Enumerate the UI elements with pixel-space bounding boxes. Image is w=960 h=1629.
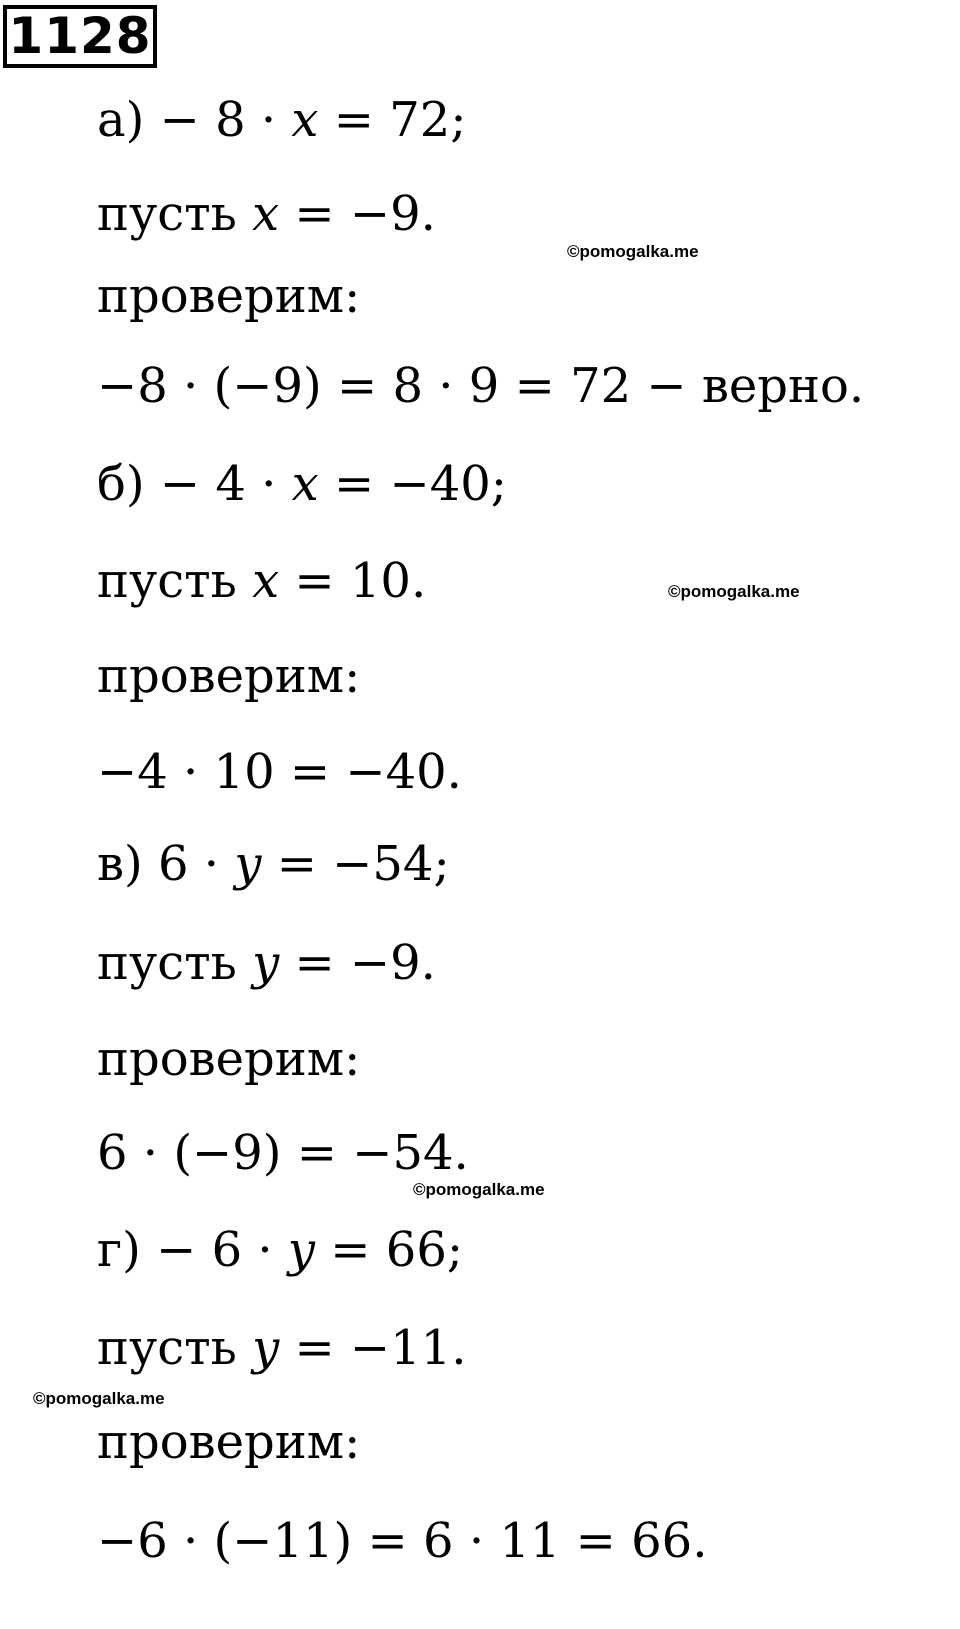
watermark: ©pomogalka.me [668,582,800,601]
part-d-equation: г) − 6 · 𝑦 = 66; [97,1222,464,1278]
part-b-check: −4 · 10 = −40. [97,744,462,800]
part-b-check-label: проверим: [97,648,361,704]
part-b-equation: б) − 4 · 𝑥 = −40; [97,456,507,512]
watermark: ©pomogalka.me [567,242,699,261]
part-c-check-label: проверим: [97,1031,361,1087]
watermark: ©pomogalka.me [33,1389,165,1408]
part-d-assumption: пусть 𝑦 = −11. [97,1320,467,1376]
part-d-check-label: проверим: [97,1414,361,1470]
part-c-check: 6 · (−9) = −54. [97,1125,469,1181]
part-a-check: −8 · (−9) = 8 · 9 = 72 − верно. [97,358,865,414]
part-a-assumption: пусть 𝑥 = −9. [97,186,436,242]
watermark: ©pomogalka.me [413,1180,545,1199]
part-a-equation: а) − 8 · 𝑥 = 72; [97,92,467,148]
part-b-assumption: пусть 𝑥 = 10. [97,553,427,609]
part-a-check-label: проверим: [97,268,361,324]
part-c-equation: в) 6 · 𝑦 = −54; [97,836,450,892]
problem-number-box: 1128 [3,5,157,68]
part-d-check: −6 · (−11) = 6 · 11 = 66. [97,1513,708,1569]
part-c-assumption: пусть 𝑦 = −9. [97,935,436,991]
